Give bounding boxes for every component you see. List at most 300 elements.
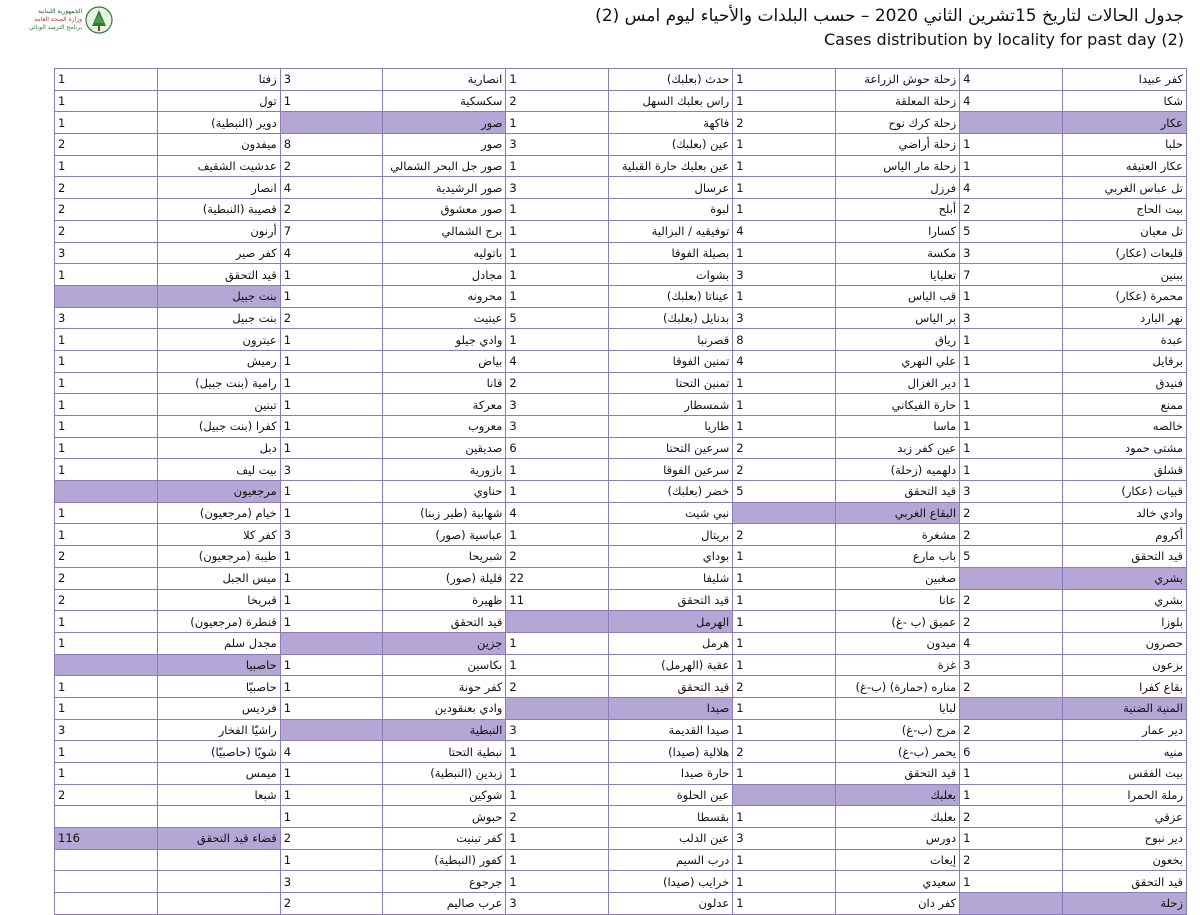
table-row bbox=[55, 481, 1187, 503]
locality-name-cell: زحلة مار الياس bbox=[835, 155, 959, 177]
table-row bbox=[55, 220, 1187, 242]
locality-name-cell: مجدل سلم bbox=[157, 632, 280, 654]
case-count-cell: 1 bbox=[280, 329, 383, 351]
page-title-english: Cases distribution by locality for past day (2) bbox=[823, 30, 1184, 49]
locality-name-cell: بازورية bbox=[383, 459, 506, 481]
locality-name-cell: فنيدق bbox=[1062, 372, 1186, 394]
table-row bbox=[55, 437, 1187, 459]
locality-name-cell: شكا bbox=[1062, 90, 1186, 112]
case-count-cell: 1 bbox=[960, 134, 1063, 156]
table-row bbox=[55, 199, 1187, 221]
case-count-cell: 2 bbox=[960, 719, 1063, 741]
table-row bbox=[55, 372, 1187, 394]
case-count-cell: 1 bbox=[733, 372, 836, 394]
case-count-cell: 1 bbox=[506, 654, 609, 676]
case-count-cell bbox=[960, 567, 1063, 589]
locality-name-cell: ميفدون bbox=[157, 134, 280, 156]
locality-name-cell: عبدة bbox=[1062, 329, 1186, 351]
region-header-cell: المنية الضنية bbox=[1062, 697, 1186, 719]
case-count-cell: 1 bbox=[506, 112, 609, 134]
locality-name-cell: فرديس bbox=[157, 697, 280, 719]
case-count-cell: 1 bbox=[280, 697, 383, 719]
table-row bbox=[55, 350, 1187, 372]
region-header-cell: بنت جبيل bbox=[157, 285, 280, 307]
locality-name-cell: حاصبيّا bbox=[157, 676, 280, 698]
case-count-cell: 2 bbox=[55, 177, 158, 199]
case-count-cell: 1 bbox=[280, 416, 383, 438]
case-count-cell bbox=[280, 112, 383, 134]
case-count-cell: 1 bbox=[733, 199, 836, 221]
locality-name-cell: رياق bbox=[835, 329, 959, 351]
locality-name-cell: بوداي bbox=[608, 546, 732, 568]
case-count-cell: 4 bbox=[280, 741, 383, 763]
ministry-logo bbox=[8, 6, 108, 46]
case-count-cell: 3 bbox=[55, 307, 158, 329]
locality-name-cell: زحلة كرك نوح bbox=[835, 112, 959, 134]
case-count-cell: 1 bbox=[55, 632, 158, 654]
locality-name-cell: قيد التحقق bbox=[157, 264, 280, 286]
case-count-cell: 1 bbox=[280, 350, 383, 372]
case-count-cell: 1 bbox=[733, 567, 836, 589]
case-count-cell: 4 bbox=[960, 177, 1063, 199]
case-count-cell: 6 bbox=[960, 741, 1063, 763]
locality-name-cell: باتوليه bbox=[383, 242, 506, 264]
case-count-cell: 1 bbox=[55, 264, 158, 286]
table-row bbox=[55, 90, 1187, 112]
locality-name-cell: بكاسين bbox=[383, 654, 506, 676]
table-row bbox=[55, 784, 1187, 806]
case-count-cell: 1 bbox=[733, 416, 836, 438]
table-row bbox=[55, 806, 1187, 828]
locality-name-cell: حارة الفيكاني bbox=[835, 394, 959, 416]
locality-name-cell: تمنين التحتا bbox=[608, 372, 732, 394]
case-count-cell: 1 bbox=[55, 676, 158, 698]
locality-name-cell: قليلة (صور) bbox=[383, 567, 506, 589]
locality-name-cell: طيبة (مرجعيون) bbox=[157, 546, 280, 568]
region-header-cell: الهرمل bbox=[608, 611, 732, 633]
case-count-cell: 4 bbox=[506, 350, 609, 372]
locality-name-cell: زفتا bbox=[157, 69, 280, 91]
locality-name-cell: أبلح bbox=[835, 199, 959, 221]
locality-name-cell: قيد التحقق bbox=[835, 481, 959, 503]
case-count-cell bbox=[55, 893, 158, 915]
case-count-cell: 1 bbox=[55, 416, 158, 438]
locality-name-cell: علي النهري bbox=[835, 350, 959, 372]
locality-name-cell: تعلبايا bbox=[835, 264, 959, 286]
locality-name-cell: عانا bbox=[835, 589, 959, 611]
case-count-cell: 1 bbox=[55, 350, 158, 372]
locality-name-cell: صديقين bbox=[383, 437, 506, 459]
locality-name-cell: لبوة bbox=[608, 199, 732, 221]
case-count-cell: 2 bbox=[960, 611, 1063, 633]
case-count-cell: 1 bbox=[960, 155, 1063, 177]
region-header-cell: قضاء قيد التحقق bbox=[157, 828, 280, 850]
case-count-cell: 1 bbox=[506, 285, 609, 307]
case-count-cell: 1 bbox=[733, 654, 836, 676]
locality-name-cell: شهابية (طير زبنا) bbox=[383, 502, 506, 524]
locality-name-cell: عين بعلبك حارة القبلية bbox=[608, 155, 732, 177]
case-count-cell: 2 bbox=[55, 589, 158, 611]
locality-name-cell: بقاع كفرا bbox=[1062, 676, 1186, 698]
locality-name-cell: دير عمار bbox=[1062, 719, 1186, 741]
case-count-cell: 1 bbox=[733, 177, 836, 199]
locality-name-cell bbox=[157, 806, 280, 828]
case-count-cell: 3 bbox=[506, 134, 609, 156]
case-count-cell: 3 bbox=[960, 307, 1063, 329]
table-row bbox=[55, 719, 1187, 741]
locality-name-cell: بشري bbox=[1062, 589, 1186, 611]
region-header-cell: صور bbox=[383, 112, 506, 134]
case-count-cell: 2 bbox=[733, 112, 836, 134]
locality-name-cell: كسارا bbox=[835, 220, 959, 242]
locality-name-cell: أرنون bbox=[157, 220, 280, 242]
locality-name-cell bbox=[157, 893, 280, 915]
case-count-cell: 1 bbox=[506, 264, 609, 286]
case-count-cell: 1 bbox=[55, 459, 158, 481]
table-row bbox=[55, 155, 1187, 177]
locality-name-cell: سعيدي bbox=[835, 871, 959, 893]
locality-name-cell: زحلة المعلقة bbox=[835, 90, 959, 112]
table-row bbox=[55, 69, 1187, 91]
locality-name-cell: مشغرة bbox=[835, 524, 959, 546]
table-row bbox=[55, 849, 1187, 871]
case-count-cell: 1 bbox=[960, 329, 1063, 351]
case-count-cell: 1 bbox=[960, 372, 1063, 394]
case-count-cell: 1 bbox=[280, 784, 383, 806]
table-row bbox=[55, 611, 1187, 633]
locality-name-cell: عيترون bbox=[157, 329, 280, 351]
case-count-cell bbox=[960, 697, 1063, 719]
locality-name-cell: وادي بعنقودين bbox=[383, 697, 506, 719]
locality-name-cell: خضر (بعلبك) bbox=[608, 481, 732, 503]
locality-name-cell: انصار bbox=[157, 177, 280, 199]
locality-name-cell: حبوش bbox=[383, 806, 506, 828]
case-count-cell: 1 bbox=[960, 459, 1063, 481]
case-count-cell: 11 bbox=[506, 589, 609, 611]
locality-name-cell: صور bbox=[383, 134, 506, 156]
table-row bbox=[55, 763, 1187, 785]
locality-name-cell: باب مارع bbox=[835, 546, 959, 568]
case-count-cell: 1 bbox=[506, 242, 609, 264]
case-count-cell: 1 bbox=[55, 697, 158, 719]
case-count-cell: 1 bbox=[960, 871, 1063, 893]
table-row bbox=[55, 459, 1187, 481]
case-count-cell: 1 bbox=[733, 806, 836, 828]
locality-name-cell: شمسطار bbox=[608, 394, 732, 416]
case-count-cell: 1 bbox=[280, 567, 383, 589]
case-count-cell bbox=[280, 632, 383, 654]
case-count-cell: 1 bbox=[733, 763, 836, 785]
locality-name-cell: سكسكية bbox=[383, 90, 506, 112]
locality-name-cell: تل عباس الغربي bbox=[1062, 177, 1186, 199]
case-count-cell: 1 bbox=[280, 481, 383, 503]
case-count-cell: 5 bbox=[733, 481, 836, 503]
locality-name-cell: راس بعلبك السهل bbox=[608, 90, 732, 112]
locality-name-cell: بنت جبيل bbox=[157, 307, 280, 329]
case-count-cell bbox=[55, 285, 158, 307]
case-count-cell: 4 bbox=[960, 69, 1063, 91]
region-header-cell: حاصبيا bbox=[157, 654, 280, 676]
locality-name-cell: خيام (مرجعيون) bbox=[157, 502, 280, 524]
locality-name-cell: عزقي bbox=[1062, 806, 1186, 828]
case-count-cell bbox=[506, 611, 609, 633]
locality-name-cell: خالصه bbox=[1062, 416, 1186, 438]
case-count-cell: 1 bbox=[55, 524, 158, 546]
case-count-cell: 2 bbox=[960, 849, 1063, 871]
case-count-cell: 3 bbox=[55, 719, 158, 741]
locality-name-cell: بيت الفقس bbox=[1062, 763, 1186, 785]
case-count-cell: 1 bbox=[506, 871, 609, 893]
case-count-cell: 3 bbox=[960, 481, 1063, 503]
locality-name-cell: معروب bbox=[383, 416, 506, 438]
locality-name-cell: قانا bbox=[383, 372, 506, 394]
table-row bbox=[55, 329, 1187, 351]
case-count-cell: 1 bbox=[506, 763, 609, 785]
case-count-cell: 5 bbox=[960, 220, 1063, 242]
locality-name-cell: كفر كلا bbox=[157, 524, 280, 546]
logo-text bbox=[12, 8, 82, 32]
locality-name-cell: قيد التحقق bbox=[1062, 871, 1186, 893]
case-count-cell: 1 bbox=[55, 394, 158, 416]
locality-name-cell: فرزل bbox=[835, 177, 959, 199]
locality-name-cell: زبدين (النبطية) bbox=[383, 763, 506, 785]
locality-name-cell: عيناتا (بعلبك) bbox=[608, 285, 732, 307]
locality-name-cell: رملة الحمرا bbox=[1062, 784, 1186, 806]
case-count-cell bbox=[55, 481, 158, 503]
locality-name-cell: ظهيرة bbox=[383, 589, 506, 611]
case-count-cell: 1 bbox=[280, 372, 383, 394]
cases-table-body bbox=[55, 69, 1187, 915]
locality-name-cell: عين كفر زبد bbox=[835, 437, 959, 459]
case-count-cell: 2 bbox=[280, 307, 383, 329]
case-count-cell: 1 bbox=[960, 784, 1063, 806]
locality-name-cell: وادي خالد bbox=[1062, 502, 1186, 524]
locality-name-cell: حصرون bbox=[1062, 632, 1186, 654]
case-count-cell: 1 bbox=[55, 437, 158, 459]
case-count-cell: 1 bbox=[55, 69, 158, 91]
locality-name-cell: إيعات bbox=[835, 849, 959, 871]
case-count-cell: 1 bbox=[506, 459, 609, 481]
case-count-cell: 3 bbox=[506, 394, 609, 416]
locality-name-cell: عيتيت bbox=[383, 307, 506, 329]
case-count-cell: 1 bbox=[280, 546, 383, 568]
locality-name-cell: حلبا bbox=[1062, 134, 1186, 156]
locality-name-cell: منيه bbox=[1062, 741, 1186, 763]
case-count-cell: 1 bbox=[733, 394, 836, 416]
locality-name-cell: معركة bbox=[383, 394, 506, 416]
case-count-cell: 1 bbox=[280, 394, 383, 416]
case-count-cell: 1 bbox=[55, 502, 158, 524]
locality-name-cell: تبنين bbox=[157, 394, 280, 416]
table-row bbox=[55, 177, 1187, 199]
locality-name-cell: عين (بعلبك) bbox=[608, 134, 732, 156]
locality-name-cell: انصارية bbox=[383, 69, 506, 91]
locality-name-cell: نهر البارد bbox=[1062, 307, 1186, 329]
case-count-cell: 4 bbox=[733, 220, 836, 242]
case-count-cell bbox=[55, 849, 158, 871]
locality-name-cell: بياض bbox=[383, 350, 506, 372]
case-count-cell: 2 bbox=[960, 676, 1063, 698]
case-count-cell: 2 bbox=[733, 459, 836, 481]
locality-name-cell: بشوات bbox=[608, 264, 732, 286]
locality-name-cell: دبل bbox=[157, 437, 280, 459]
table-row bbox=[55, 134, 1187, 156]
locality-name-cell: كفر دان bbox=[835, 893, 959, 915]
locality-name-cell: عقبة (الهرمل) bbox=[608, 654, 732, 676]
table-row bbox=[55, 632, 1187, 654]
locality-name-cell: قيد التحقق bbox=[608, 589, 732, 611]
case-count-cell: 7 bbox=[280, 220, 383, 242]
locality-name-cell: مشتى حمود bbox=[1062, 437, 1186, 459]
case-count-cell: 3 bbox=[280, 871, 383, 893]
locality-name-cell: حناوي bbox=[383, 481, 506, 503]
page-header bbox=[0, 6, 1200, 64]
locality-name-cell: ماسا bbox=[835, 416, 959, 438]
locality-name-cell: عين الحلوة bbox=[608, 784, 732, 806]
logo-line-1: الجمهورية اللبنانية bbox=[37, 8, 82, 15]
locality-name-cell: زحلة أراضي bbox=[835, 134, 959, 156]
case-count-cell: 4 bbox=[960, 90, 1063, 112]
locality-name-cell: صور جل البحر الشمالي bbox=[383, 155, 506, 177]
case-count-cell: 3 bbox=[506, 416, 609, 438]
locality-name-cell: بعلبك bbox=[835, 806, 959, 828]
table-row bbox=[55, 871, 1187, 893]
locality-name-cell: قنطرة (مرجعيون) bbox=[157, 611, 280, 633]
case-count-cell: 2 bbox=[960, 199, 1063, 221]
locality-name-cell: تل معيان bbox=[1062, 220, 1186, 242]
case-count-cell: 1 bbox=[733, 285, 836, 307]
case-count-cell: 3 bbox=[733, 307, 836, 329]
case-count-cell: 2 bbox=[960, 502, 1063, 524]
locality-name-cell: بيت الحاج bbox=[1062, 199, 1186, 221]
table-row bbox=[55, 893, 1187, 915]
locality-name-cell: ممنع bbox=[1062, 394, 1186, 416]
case-count-cell: 4 bbox=[280, 242, 383, 264]
locality-name-cell: ميس الجبل bbox=[157, 567, 280, 589]
case-count-cell: 1 bbox=[506, 741, 609, 763]
case-count-cell: 1 bbox=[506, 632, 609, 654]
table-row bbox=[55, 264, 1187, 286]
locality-name-cell: بلوزا bbox=[1062, 611, 1186, 633]
locality-name-cell: نبي شيت bbox=[608, 502, 732, 524]
case-count-cell: 1 bbox=[733, 697, 836, 719]
locality-name-cell bbox=[157, 849, 280, 871]
case-count-cell: 3 bbox=[280, 524, 383, 546]
table-row bbox=[55, 502, 1187, 524]
region-header-cell: النبطية bbox=[383, 719, 506, 741]
locality-name-cell: دورس bbox=[835, 828, 959, 850]
case-count-cell: 2 bbox=[280, 155, 383, 177]
case-count-cell: 8 bbox=[280, 134, 383, 156]
locality-name-cell: قيد التحقق bbox=[608, 676, 732, 698]
case-count-cell: 1 bbox=[733, 589, 836, 611]
region-header-cell: بشري bbox=[1062, 567, 1186, 589]
locality-name-cell: نبطية التحتا bbox=[383, 741, 506, 763]
case-count-cell: 1 bbox=[960, 763, 1063, 785]
locality-name-cell: عباسية (صور) bbox=[383, 524, 506, 546]
case-count-cell: 3 bbox=[506, 893, 609, 915]
case-count-cell: 1 bbox=[733, 632, 836, 654]
case-count-cell: 1 bbox=[280, 502, 383, 524]
locality-name-cell: رامية (بنت جبيل) bbox=[157, 372, 280, 394]
case-count-cell: 1 bbox=[506, 849, 609, 871]
locality-name-cell: دوير (النبطية) bbox=[157, 112, 280, 134]
locality-name-cell: مكسة bbox=[835, 242, 959, 264]
locality-name-cell: صيدا القديمة bbox=[608, 719, 732, 741]
case-count-cell: 4 bbox=[733, 350, 836, 372]
region-header-cell: مرجعيون bbox=[157, 481, 280, 503]
case-count-cell: 2 bbox=[55, 220, 158, 242]
table-row bbox=[55, 307, 1187, 329]
locality-name-cell: فاكهة bbox=[608, 112, 732, 134]
case-count-cell: 1 bbox=[280, 611, 383, 633]
case-count-cell: 1 bbox=[506, 784, 609, 806]
case-count-cell: 1 bbox=[733, 611, 836, 633]
case-count-cell bbox=[55, 871, 158, 893]
locality-name-cell: مجادل bbox=[383, 264, 506, 286]
locality-name-cell: قب الياس bbox=[835, 285, 959, 307]
locality-name-cell: طاريا bbox=[608, 416, 732, 438]
locality-name-cell: حدث (بعلبك) bbox=[608, 69, 732, 91]
locality-name-cell: صغبين bbox=[835, 567, 959, 589]
locality-name-cell: شليفا bbox=[608, 567, 732, 589]
case-count-cell: 3 bbox=[960, 654, 1063, 676]
table-row bbox=[55, 654, 1187, 676]
case-count-cell: 1 bbox=[506, 199, 609, 221]
case-count-cell: 1 bbox=[506, 524, 609, 546]
locality-name-cell: عميق (ب -غ) bbox=[835, 611, 959, 633]
locality-name-cell: دير نبوح bbox=[1062, 828, 1186, 850]
locality-name-cell: كفر عبيدا bbox=[1062, 69, 1186, 91]
locality-name-cell: رميش bbox=[157, 350, 280, 372]
table-row bbox=[55, 285, 1187, 307]
case-count-cell: 1 bbox=[733, 90, 836, 112]
locality-name-cell: بيت ليف bbox=[157, 459, 280, 481]
case-count-cell: 2 bbox=[733, 741, 836, 763]
locality-name-cell: مناره (حمارة) (ب-غ) bbox=[835, 676, 959, 698]
case-count-cell: 1 bbox=[280, 806, 383, 828]
table-row bbox=[55, 416, 1187, 438]
case-count-cell: 1 bbox=[960, 350, 1063, 372]
case-count-cell: 2 bbox=[960, 589, 1063, 611]
case-count-cell: 1 bbox=[960, 416, 1063, 438]
case-count-cell: 1 bbox=[280, 676, 383, 698]
locality-name-cell: هرمل bbox=[608, 632, 732, 654]
locality-name-cell: عرسال bbox=[608, 177, 732, 199]
case-count-cell: 1 bbox=[506, 828, 609, 850]
case-count-cell bbox=[506, 697, 609, 719]
locality-name-cell: سرعين التحتا bbox=[608, 437, 732, 459]
locality-name-cell: درب السيم bbox=[608, 849, 732, 871]
locality-name-cell: ميدون bbox=[835, 632, 959, 654]
table-row bbox=[55, 589, 1187, 611]
locality-name-cell: لبايا bbox=[835, 697, 959, 719]
case-count-cell: 2 bbox=[280, 893, 383, 915]
case-count-cell: 1 bbox=[960, 828, 1063, 850]
locality-name-cell: قيد التحقق bbox=[383, 611, 506, 633]
region-header-cell: جزين bbox=[383, 632, 506, 654]
region-header-cell: البقاع الغربي bbox=[835, 502, 959, 524]
case-count-cell bbox=[280, 719, 383, 741]
locality-name-cell: بزعون bbox=[1062, 654, 1186, 676]
locality-name-cell: وادي جيلو bbox=[383, 329, 506, 351]
locality-name-cell: توفيقيه / البزالية bbox=[608, 220, 732, 242]
locality-name-cell: زحلة حوش الزراعة bbox=[835, 69, 959, 91]
locality-name-cell: بصيلة الفوقا bbox=[608, 242, 732, 264]
case-count-cell: 1 bbox=[733, 242, 836, 264]
locality-name-cell: كفرا (بنت جبيل) bbox=[157, 416, 280, 438]
locality-name-cell: دير الغزال bbox=[835, 372, 959, 394]
